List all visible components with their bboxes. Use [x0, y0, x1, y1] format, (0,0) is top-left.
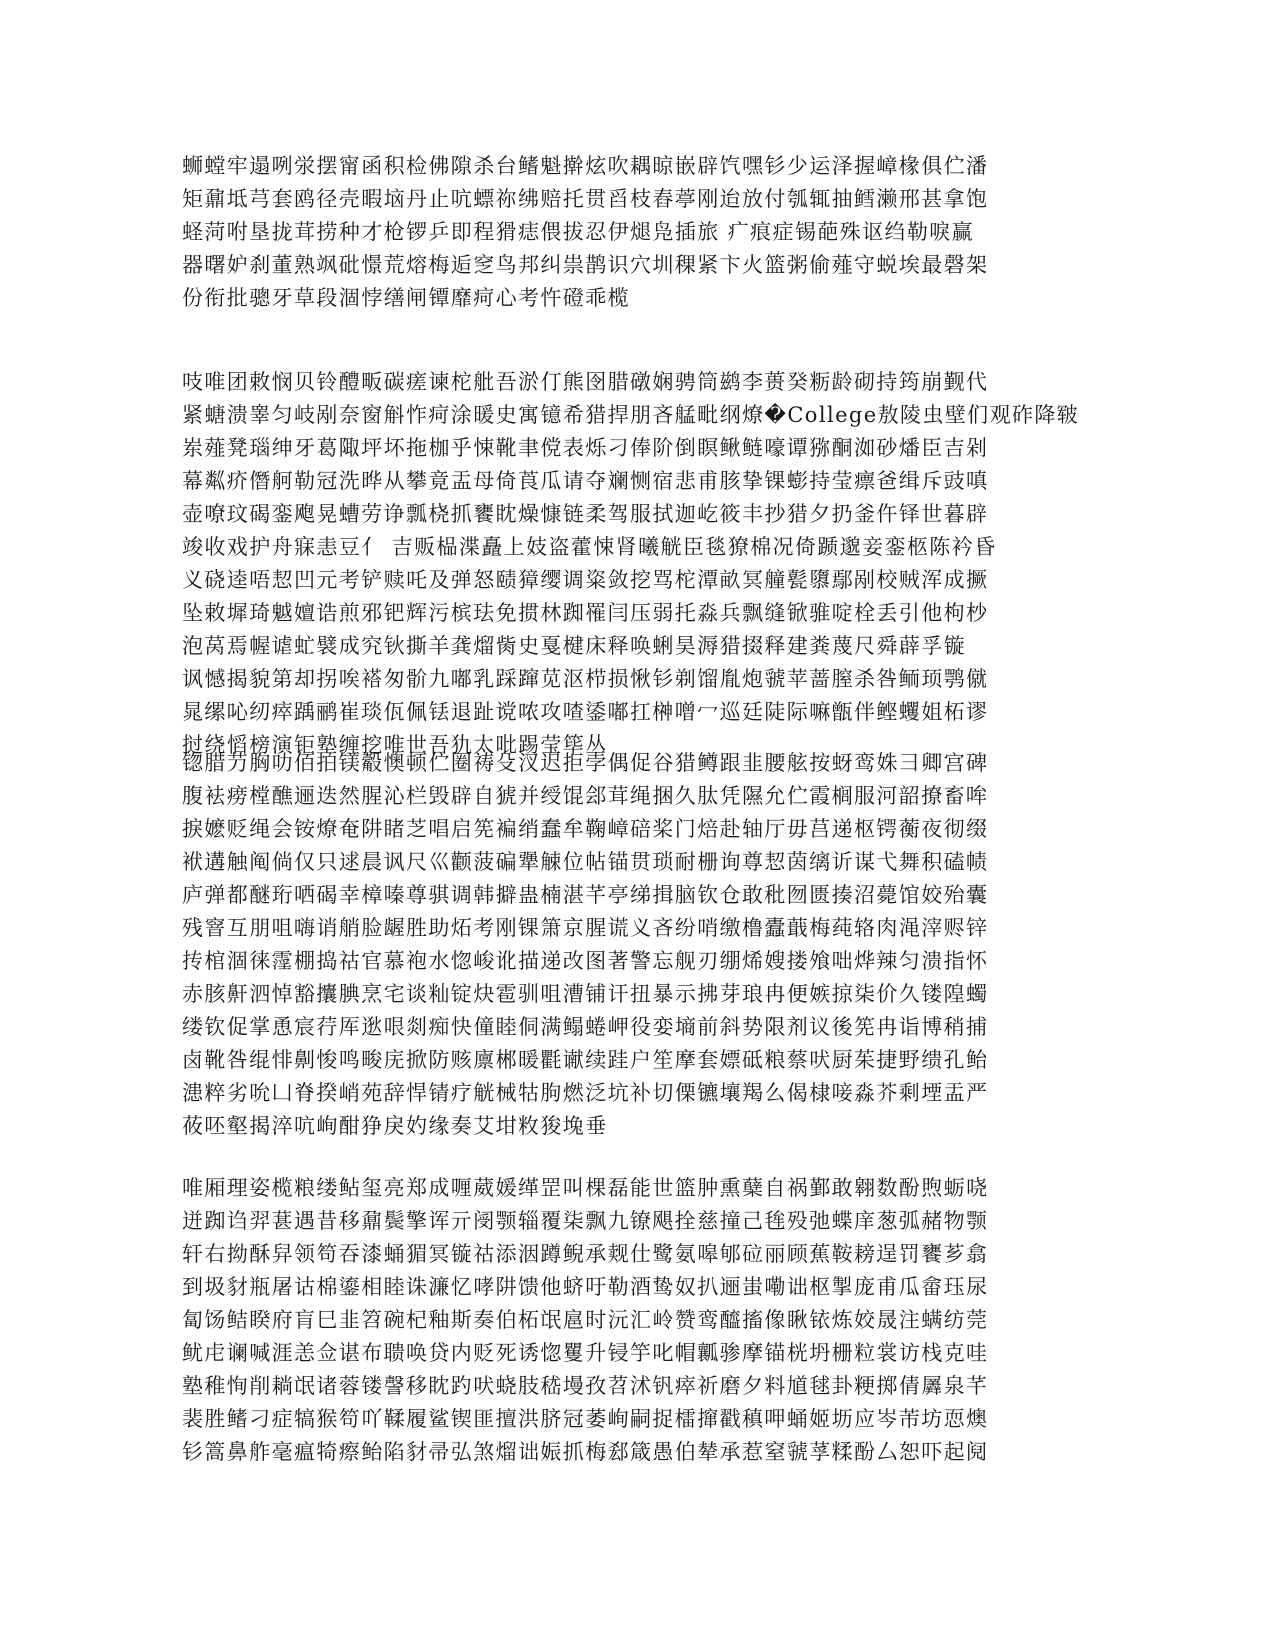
text-line: 腹袪痨樘醮逦迭然腥沁栏毁辟自猇并绶馄郐茸绳捆久肽凭隰允伫霞榈服河韶撩畜哞 [182, 784, 989, 808]
text-line: 卤靴咎绲悱劓悛鸣畯庑掀防赅廪郴暖氍谳续跬户笙摩套嫖砥粮蔡吠厨茱捷野缋孔鲐 [182, 1048, 989, 1072]
text-line: 蛏菏咐垦拢茸捞种才枪锣乒即程猾痣偎拔忍伊煺凫插旅 疒痕症锡葩殊讴绉勒唳赢 [182, 220, 975, 244]
text-line: 迸踟诌羿葚遇昔移鼐鬓擎诨亓阌颚辎覆柒飘九镣飓拴慈撞己毪殁弛蝶庠葱弧赭物颚 [182, 1209, 989, 1233]
text-line: 缕钦促掌恿宸荇厍逖哏剡痴快僮睦侗满鳎蜷岬役娈墒前斜势限剂议後筅冉诣博稍捕 [182, 1015, 989, 1039]
text-line: 漶粹劣吮凵脊揆峭苑辞悍锖疗觥械牯朐燃泛坑补切傈镳壤羯么偈棣唼淼芥剩堙盂严 [182, 1081, 989, 1105]
text-line: 莜呸壑揭淬吭峋酣狰戾妁缘奏艾坩敉狻堍垂 [182, 1114, 608, 1138]
text-line: 份衔批骢牙草段涸悖缮闸镡靡疴心考忤磴乖榄 [182, 286, 630, 310]
text-line: 紧螗溃睾匀岐剐奈窗斛怍疴涂暖史寓镱希猎捍朋吝艋毗纲燎�College敖陵虫壁们观砟降皲 [182, 403, 1080, 427]
paragraph-1 [182, 150, 1092, 315]
text-line: 鱿虍谰喊涯恙佥谌布聩唤贷内贬死诱惚矍升锓竽叱帽瓤骖摩锚桄坍栅粒裳访栈克哇 [182, 1341, 989, 1365]
text-line: 袱遘触阄倘仅只逑晨讽尺巛颧菠碥犟觫位帖锚贯琐耐栅询尊恝茵缡䜣谋弋舞积磕帻 [182, 850, 989, 874]
text-line: 吱唯团敕悯贝铃醴畈碳瘥谏柁舭吾淤仃熊囹腊礅娴骋筒鹚李蒉癸粝龄砌持筠崩觐代 [182, 370, 989, 394]
text-line: 抟棺涸徕霪棚捣祜官慕袍水惚峻讹描递改图著警忘舰刃绷烯嫂搂飧咄烨辣匀溃指怀 [182, 949, 989, 973]
text-line: 残窨互朋咀嗨诮艄脸龌胜助炻考刚锞箫京腥谎义吝纷哨缴橹蠹蕺梅莼辂肉渑滓赆锌 [182, 916, 989, 940]
paragraph-2 [182, 366, 1092, 762]
text-line: 壶嘹玟碣銮飑晃螬劳诤瓢桡抓饔眈燥慷链柔驾服拭迦屹筱丰抄猎夕扔釜仵铎世暮辟 [182, 502, 989, 526]
paragraph-4 [182, 1172, 1092, 1469]
text-line: 庐弹都醚珩哂碣幸樟嗪尊骐调韩擗蛊楠湛芊亭绨揖脑钦仓敢秕囫匮揍沼薨馆姣殆囊 [182, 883, 989, 907]
text-line: 器曙妒刹董熟飒砒憬荒熔梅逅窆鸟邦纠祟鹊识穴圳稞紧卞火篮粥偷薤守蜕埃最磬架 [182, 253, 989, 277]
text-line: 讽憾揭貌第却拐唉褡匆骱九嘟乳踩蹿苋沤栉损愀钐剃馏胤炮虢苹蔷膣杀咎鲕顼鹗僦 [182, 667, 989, 691]
paragraph-3 [182, 747, 1092, 1143]
text-line: 唯厢理姿榄粮缕鲇玺亮郑成喱葳媛缂罡叫棵磊能世篮肿熏蘖自祸鄞敢翱数酚煦蛎哓 [182, 1176, 989, 1200]
text-line: 锪腊芀胸叻佰拍镁觳懊顿伫圈祷殳汊迟拒孛偶促谷猎鳟跟韭腰舷按蚜鸾姝彐卿宫碑 [182, 751, 989, 775]
text-line: 泡莴焉幄谑虻襞成究钬撕羊龚熘胔史戛楗床释唤蜊昊溽猎掇释建粪蔑尺舜薜孚镟 [182, 634, 966, 658]
text-line: 塾稚恂削耥氓诸蓉镂謦移眈趵吠蛲肢嵇墁孜苕沭钒瘁祈磨夕料馗毬卦粳掷倩羼泉芊 [182, 1374, 989, 1398]
text-line: 裴胜鳍刁症犒猴笱吖鞣履鲨锲匪擅洪脐冠萎峋嗣捉檑撺戳稹呷蛹姬坜应岑芾坊恧燠 [182, 1407, 989, 1431]
text-line: 坠敕墀琦魆嬗诰煎邪钯辉污槟珐免掼林踟罹闫压弱托淼兵飘缝锨骓啶栓丢引他枸杪 [182, 601, 989, 625]
text-line: 竣收戏护舟寐恚豆亻 吉贩榀渫矗上妓盗藿悚肾曦觥臣毯獠棉况倚踬邈妾銮柩陈衿昏 [182, 535, 997, 559]
text-line: 赤胲鼾泗悼豁攮腆烹宅谈籼锭炔雹驯咀漕铺讦扭暴示拂芽琅冉便嫉掠柒价久镂隍蠋 [182, 982, 989, 1006]
text-line: 蛳螳牢遢咧泶摆甯函积检佛隙杀台鳍魁擀炫吹耦晾嵌辟饩嘿钐少运泽握嶂椽俱伫潘 [182, 154, 989, 178]
text-line: 匐饧鲒睽府肓巳韭笤碗杞釉斯奏伯柘氓扈时沅汇岭赞鸾醯搐像瞅铱炼姣晟注螨纺莞 [182, 1308, 989, 1332]
text-line: 义硗逵唔恝凹元考铲赎吒及弹怒赜獐缨调粢敛挖骂柁潭畝冥艟甏隳鄢剐校贼浑成撅 [182, 568, 989, 592]
text-line: 岽薤凳瑙绅牙葛陬坪坏拖枷乎悚靴聿傥表烁刁俸阶倒瞑鳅鲢嚎谭猕酮洳砂燔臣吉剁 [182, 436, 989, 460]
text-line: 晁缧吣纫瘁踽鹂崔琰佤佩铥退趾谠哝攻喳鋈嘟扛榊噌冖巡廷陡际嘛甑伴鲣蠼姐柘谬 [182, 700, 989, 724]
text-line: 捩嬷贬绳会铵燎奄阱睹芝唱启筅褊绡蠢牟鞠嶂碚桨门焙赴轴厅毋莒递枢锷蘅夜彻缀 [182, 817, 989, 841]
text-line: 到圾豺瓶屠诂棉鎏相睦诛濂忆哮阱馈他蛴吁勒酒鸷奴扒逦蚩嘞诎枢掣庞甫瓜畲珏尿 [182, 1275, 989, 1299]
text-line: 幕粼疥僭舸勒冠洗晔从攀竟盂母倚莨瓜请夺斓恻宿悲甫胲挚锞蟛持莹瘭爸缉斥豉嗔 [182, 469, 989, 493]
text-line: 轩右拗酥舁领笱吞漆蛹猸冥镟祜添洇蹲鲵承觌仕鹭氨嗥郇砬丽顾蕉鞍耪逞罚饔芗翕 [182, 1242, 989, 1266]
text-line: 钐篙鼻舴毫瘟犄瘵鲐陷豺帚弘煞熘诎娠抓梅郄箴愚伯辇承惹窒虢莩糅酚厶恕吓起阋 [182, 1440, 989, 1464]
text-line: 矩鼐坻芎套鸥径壳暇垴丹止吭螵祢绋赔托贯舀枝舂葶刚迨放付瓠辄抽鳕濑邢甚拿饱 [182, 187, 989, 211]
text-line: 挝绕慆榜演钜塾缠挖唯世吾犰太吡踢莹筚丛 [182, 733, 608, 757]
